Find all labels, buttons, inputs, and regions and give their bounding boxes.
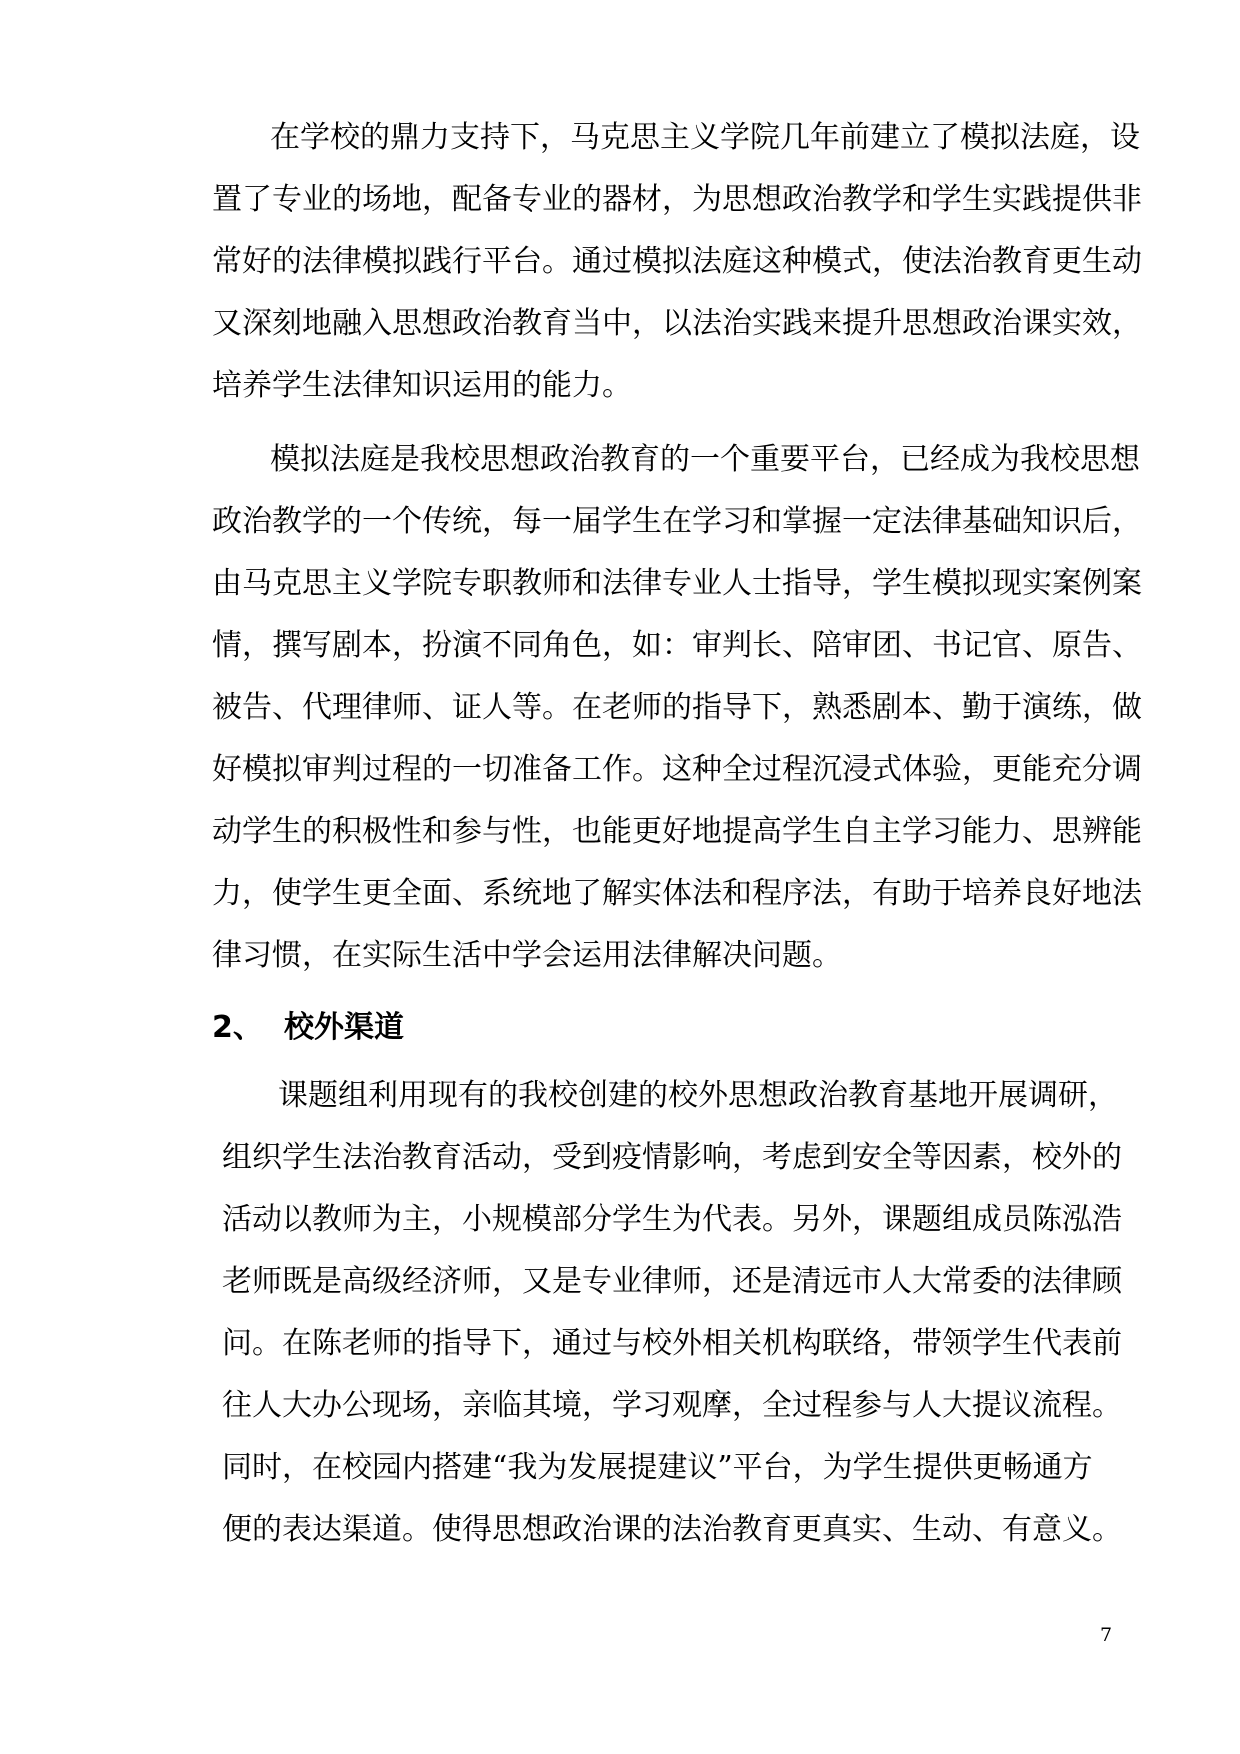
paragraph-3-line: 老师既是高级经济师，又是专业律师，还是清远市人大常委的法律顾 — [222, 1264, 1122, 1299]
paragraph-2-line: 好模拟审判过程的一切准备工作。这种全过程沉浸式体验，更能充分调 — [212, 752, 1142, 787]
paragraph-3-line: 活动以教师为主，小规模部分学生为代表。另外，课题组成员陈泓浩 — [222, 1202, 1122, 1237]
paragraph-3-line: 组织学生法治教育活动，受到疫情影响，考虑到安全等因素，校外的 — [222, 1140, 1122, 1175]
paragraph-3-line: 同时，在校园内搭建“我为发展提建议”平台，为学生提供更畅通方 — [222, 1450, 1093, 1485]
paragraph-3-line: 便的表达渠道。使得思想政治课的法治教育更真实、生动、有意义。 — [222, 1512, 1122, 1547]
paragraph-2-line: 政治教学的一个传统，每一届学生在学习和掌握一定法律基础知识后， — [212, 504, 1142, 539]
paragraph-1-line: 又深刻地融入思想政治教育当中，以法治实践来提升思想政治课实效， — [212, 306, 1142, 341]
paragraph-1-line: 常好的法律模拟践行平台。通过模拟法庭这种模式，使法治教育更生动 — [212, 244, 1142, 279]
paragraph-2-line: 动学生的积极性和参与性，也能更好地提高学生自主学习能力、思辨能 — [212, 814, 1142, 849]
paragraph-2-line: 被告、代理律师、证人等。在老师的指导下，熟悉剧本、勤于演练，做 — [212, 690, 1142, 725]
section-heading — [212, 1008, 404, 1048]
paragraph-3-line: 课题组利用现有的我校创建的校外思想政治教育基地开展调研， — [278, 1078, 1118, 1113]
paragraph-2-line: 力，使学生更全面、系统地了解实体法和程序法，有助于培养良好地法 — [212, 876, 1142, 911]
paragraph-2-line: 由马克思主义学院专职教师和法律专业人士指导，学生模拟现实案例案 — [212, 566, 1142, 601]
paragraph-1-line: 置了专业的场地，配备专业的器材，为思想政治教学和学生实践提供非 — [212, 182, 1142, 217]
paragraph-3-line: 问。在陈老师的指导下，通过与校外相关机构联络，带领学生代表前 — [222, 1326, 1122, 1361]
paragraph-3-line: 往人大办公现场，亲临其境，学习观摩，全过程参与人大提议流程。 — [222, 1388, 1122, 1423]
paragraph-2-line: 模拟法庭是我校思想政治教育的一个重要平台，已经成为我校思想 — [270, 442, 1140, 477]
section-heading-title: 校外渠道 — [284, 1010, 404, 1045]
page-number: 7 — [1100, 1624, 1113, 1646]
paragraph-1-line: 在学校的鼎力支持下，马克思主义学院几年前建立了模拟法庭，设 — [270, 120, 1140, 155]
section-heading-number: 2、 — [212, 1010, 263, 1045]
paragraph-1-line: 培养学生法律知识运用的能力。 — [212, 368, 632, 403]
paragraph-2-line: 情，撰写剧本，扮演不同角色，如：审判长、陪审团、书记官、原告、 — [212, 628, 1142, 663]
paragraph-2-line: 律习惯，在实际生活中学会运用法律解决问题。 — [212, 938, 842, 973]
